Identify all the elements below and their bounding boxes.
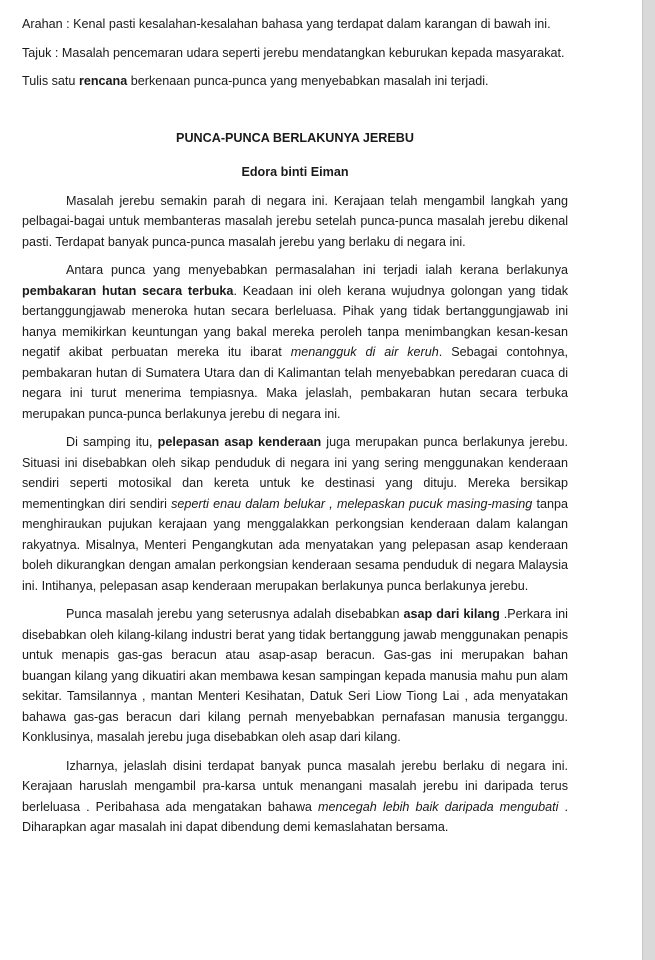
paragraph-4 <box>22 604 568 748</box>
p5-italic: mencegah lebih baik daripada mengubati <box>317 799 559 814</box>
essay-author: Edora binti Eiman <box>241 165 349 179</box>
p2-text-b: . Keadaan ini oleh kerana wujudnya golongan yang tidak bertanggungjawab meneroka hutan secara berleluasa. Pihak yang tidak bertanggungjawab ini hanya memikirkan keuntungan yang bakal mereka peroleh tanpa menimbangkan kesan-kesan negatif akibat perbuatan mereka itu ibarat <box>22 283 569 359</box>
p2-italic: menangguk di air keruh <box>290 345 439 359</box>
instruction-tulis-before: Tulis satu <box>22 74 79 88</box>
paragraph-1: Masalah jerebu semakin parah di negara ini. Kerajaan telah mengambil langkah yang pelbagai-bagai untuk membanteras masalah jerebu setelah punca-punca masalah jerebu dikenal pasti. Terdapat banyak punca-punca masalah jerebu yang berlaku di negara ini. <box>22 193 568 249</box>
document-content <box>22 14 568 846</box>
essay-title: PUNCA-PUNCA BERLAKUNYA JEREBU <box>176 130 414 145</box>
p2-bold: pembakaran hutan secara terbuka <box>22 283 234 298</box>
p3-bold: pelepasan asap kenderaan <box>157 435 322 449</box>
instruction-tulis <box>22 71 568 92</box>
p4-bold: asap dari kilang <box>403 607 500 621</box>
p3-italic: seperti enau dalam belukar , melepaskan pucuk masing-masing <box>171 496 533 511</box>
instruction-tajuk: Tajuk : Masalah pencemaran udara seperti jerebu mendatangkan keburukan kepada masyarakat. <box>22 45 565 60</box>
p2-text-a: Antara punca yang menyebabkan permasalahan ini terjadi ialah kerana berlakunya <box>66 263 568 277</box>
p5-text-b: . Diharapkan agar masalah ini dapat dibendung demi kemaslahatan bersama. <box>22 799 568 834</box>
p4-text-b: .Perkara ini disebabkan oleh kilang-kilang industri berat yang tidak bertanggung jawab menggunakan penapis untuk menapis gas-gas beracun atau asap-asap beracun. Gas-gas ini merupakan bahan buangan kilang yang dikuatiri akan membawa kesan sampingan kepada manusia mahu pun alam sekitar. Tamsilannya , mantan Menteri Kesihatan, Datuk Seri Liow Tiong Lai , ada menyatakan bahawa gas-gas beracun dari kilang pernah menyebabkan pernafasan manusia terganggu. Konklusinya, masalah jerebu juga disebabkan oleh asap dari kilang. <box>22 607 568 744</box>
p5-text-a: Izharnya, jelaslah disini terdapat banyak punca masalah jerebu berlaku di negara ini. Kerajaan haruslah mengambil pra-karsa untuk menangani masalah jerebu ini daripada terus berleluasa . Peribahasa ada mengatakan bahawa <box>22 758 568 814</box>
instruction-tulis-after: berkenaan punca-punca yang menyebabkan masalah ini terjadi. <box>127 74 489 88</box>
paragraph-2 <box>22 260 568 424</box>
p3-text-a: Di samping itu, <box>66 435 158 449</box>
instruction-tulis-bold: rencana <box>78 74 128 88</box>
p4-text-a: Punca masalah jerebu yang seterusnya adalah disebabkan <box>66 607 404 621</box>
instruction-arahan: Arahan : Kenal pasti kesalahan-kesalahan bahasa yang terdapat dalam karangan di bawah ini. <box>22 17 551 31</box>
p3-text-b: juga merupakan punca berlakunya jerebu. Situasi ini disebabkan oleh sikap penduduk di negara ini yang sering menggunakan kenderaan sendiri seperti motosikal dan kereta untuk ke destinasi yang dituju. Mereka bersikap mementingkan diri sendiri <box>22 435 568 511</box>
p3-text-c: tanpa menghiraukan pujukan kerajaan yang menggalakkan perkongsian kenderaan dalam kalangan rakyatnya. Misalnya, Menteri Pengangkutan ada menyatakan yang pelepasan asap kenderaan boleh dikurangkan dengan amalan perkongsian kenderaan sesama penduduk di negara Malaysia ini. Intihanya, pelepasan asap kenderaan merupakan berlakunya punca berlakunya jerebu. <box>22 496 568 593</box>
p2-text-c: . Sebagai contohnya, pembakaran hutan di Sumatera Utara dan di Kalimantan telah menyebabkan peredaran cuaca di negara ini turut menerima tempiasnya. Maka jelaslah, pembakaran hutan secara terbuka merupakan punca-punca berlakunya jerebu di negara ini. <box>22 345 568 421</box>
vertical-scrollbar[interactable] <box>642 0 655 960</box>
paragraph-3 <box>22 432 568 596</box>
paragraph-5 <box>22 756 568 838</box>
